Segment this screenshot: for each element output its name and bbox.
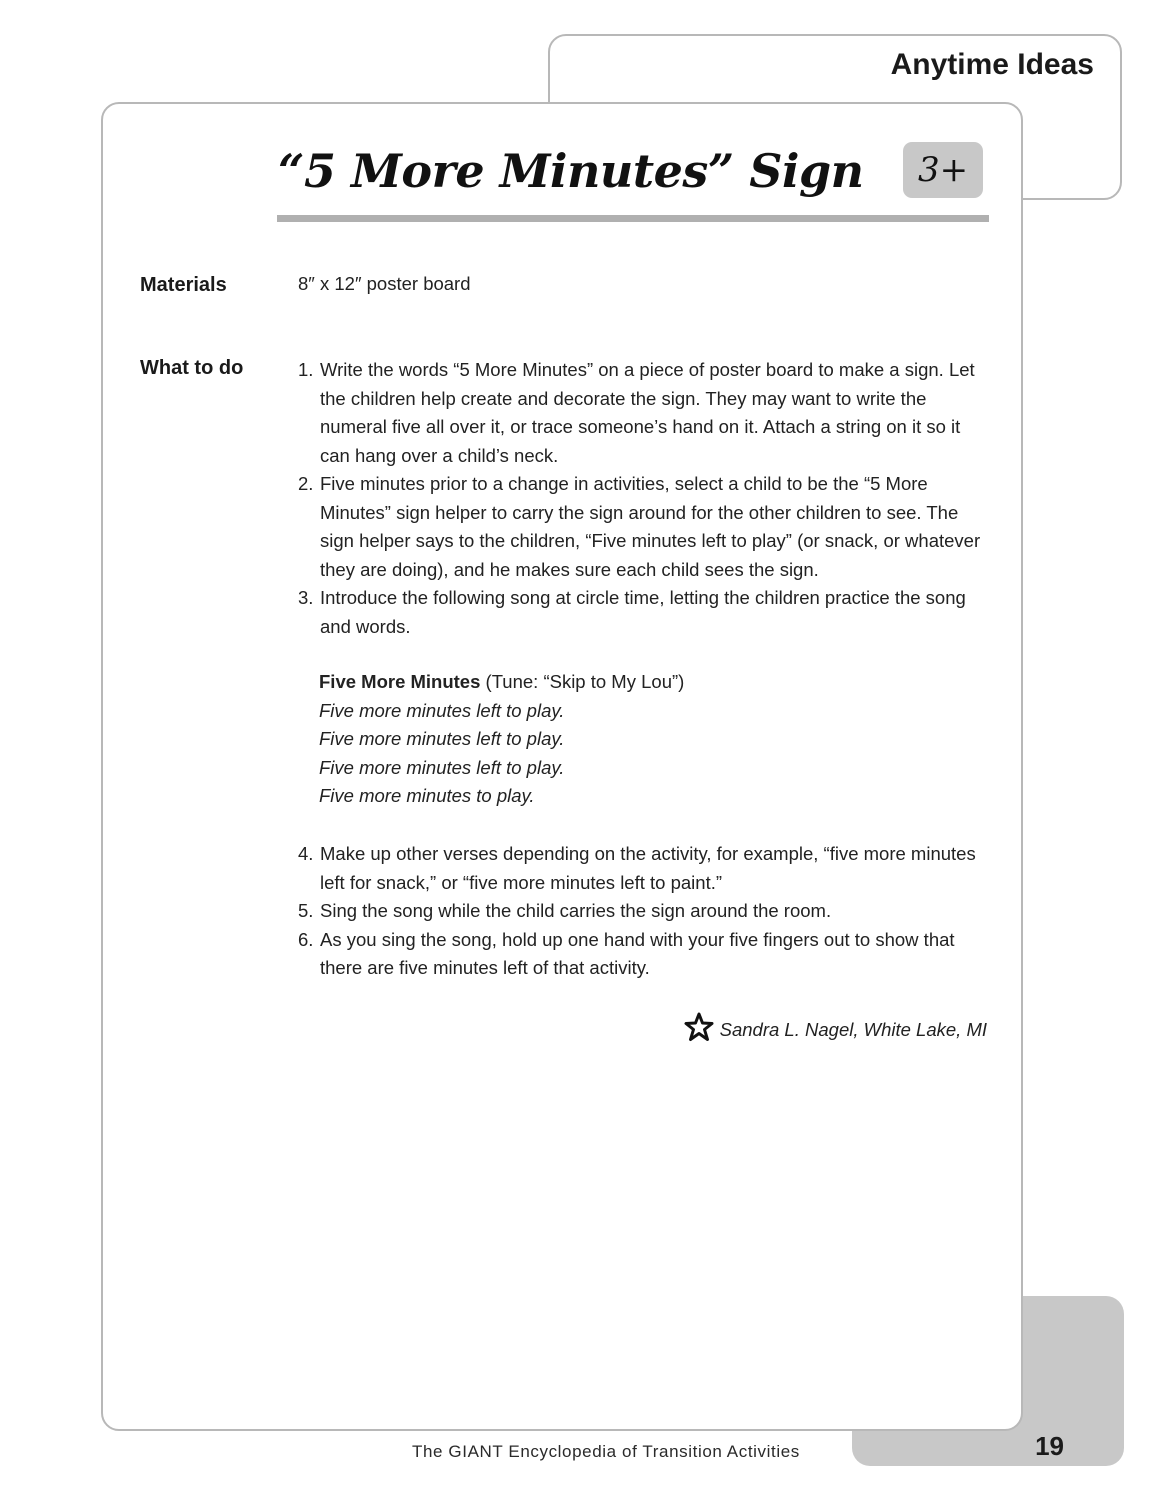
step-number: 2. [298, 473, 314, 494]
step-item [298, 584, 988, 641]
page-number: 19 [1035, 1431, 1064, 1461]
steps-list [298, 356, 988, 641]
book-title-footer: The GIANT Encyclopedia of Transition Activities [412, 1442, 800, 1461]
step-item [298, 897, 988, 926]
contributor-credit [684, 1012, 987, 1047]
step-number: 3. [298, 587, 314, 608]
steps-list-continued [298, 840, 988, 983]
star-icon [684, 1012, 714, 1047]
section-title: Anytime Ideas [890, 48, 1094, 81]
step-text: Five minutes prior to a change in activities, select a child to be the “5 More Minutes” sign helper to carry the sign around for the other children to see. The sign helper says to the children, “Five minutes left to play” (or snack, or whatever they are doing), and he makes sure each child sees the sign. [320, 473, 981, 580]
song-line: Five more minutes left to play. [319, 756, 565, 778]
materials-label: Materials [140, 274, 227, 296]
song-heading [319, 668, 684, 697]
step-text: As you sing the song, hold up one hand with your five fingers out to show that there are five minutes left of that activity. [320, 928, 955, 978]
step-text: Sing the song while the child carries the sign around the room. [320, 900, 832, 921]
song-line: Five more minutes to play. [319, 785, 535, 806]
song-title: Five More Minutes [319, 671, 481, 692]
step-item [298, 470, 988, 584]
materials-text: 8″ x 12″ poster board [298, 273, 471, 294]
step-number: 5. [298, 900, 314, 921]
step-number: 4. [298, 843, 314, 864]
age-badge: 3+ [903, 142, 983, 198]
title-underline [277, 215, 989, 222]
what-to-do-label: What to do [140, 357, 244, 379]
activity-card [101, 102, 1023, 1431]
step-item [298, 926, 988, 983]
song-block [319, 668, 684, 811]
step-item [298, 840, 988, 897]
step-text: Introduce the following song at circle time, letting the children practice the song and words. [320, 587, 966, 637]
contributor-name: Sandra L. Nagel, White Lake, MI [719, 1018, 987, 1040]
step-item [298, 356, 988, 470]
song-tune: (Tune: “Skip to My Lou”) [485, 671, 685, 692]
step-text: Write the words “5 More Minutes” on a piece of poster board to make a sign. Let the children help create and decorate the sign. They may want to write the numeral five all over it, or trace someone’s hand on it. Attach a string on it so it can hang over a child’s neck. [320, 359, 975, 466]
step-text: Make up other verses depending on the activity, for example, “five more minutes left for snack,” or “five more minutes left to paint.” [320, 843, 976, 893]
step-number: 1. [298, 359, 314, 380]
activity-title: “5 More Minutes” Sign [278, 144, 864, 198]
song-line: Five more minutes left to play. [319, 699, 565, 721]
song-line: Five more minutes left to play. [319, 728, 565, 749]
step-number: 6. [298, 928, 314, 950]
